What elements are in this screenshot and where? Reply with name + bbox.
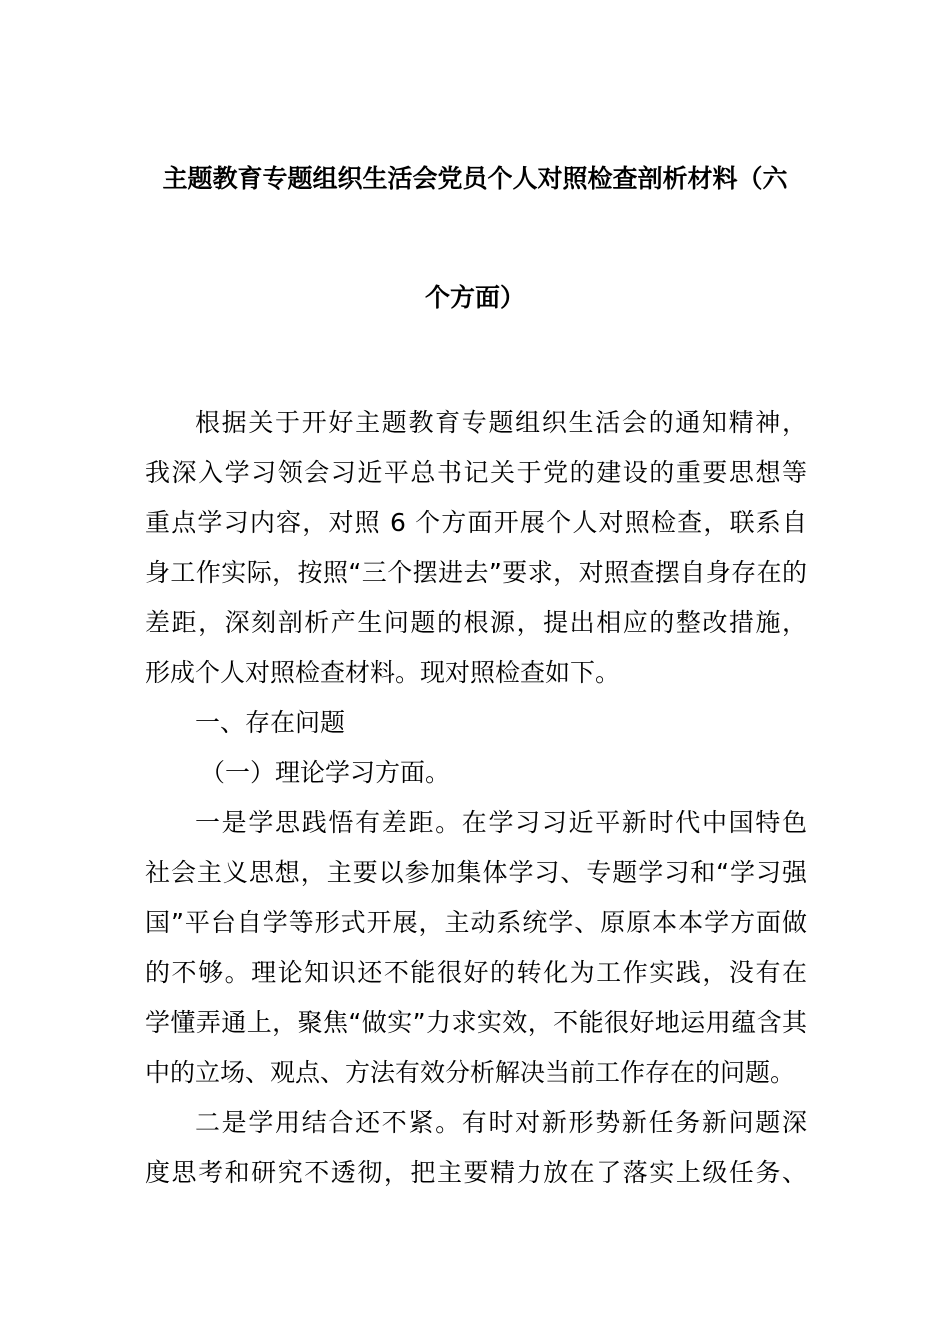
paragraph-intro-line-3: 重点学习内容，对照 6 个方面开展个人对照检查，联系自	[145, 508, 807, 537]
paragraph-point1-line-1: 一是学思践悟有差距。在学习习近平新时代中国特色	[195, 808, 807, 837]
document-body	[145, 403, 807, 1203]
paragraph-point1-line-3: 国”平台自学等形式开展，主动系统学、原原本本学方面做	[145, 908, 807, 937]
document-title-line-1: 主题教育专题组织生活会党员个人对照检查剖析材料（六	[162, 164, 788, 193]
paragraph-point1-line-4: 的不够。理论知识还不能很好的转化为工作实践，没有在	[145, 958, 807, 987]
paragraph-intro-line-2: 我深入学习领会习近平总书记关于党的建设的重要思想等	[145, 458, 807, 487]
paragraph-intro-line-4: 身工作实际，按照“三个摆进去”要求，对照查摆自身存在的	[145, 558, 807, 587]
section-heading-problems: 一、存在问题	[195, 708, 346, 737]
paragraph-intro-line-5: 差距，深刻剖析产生问题的根源，提出相应的整改措施，	[145, 608, 807, 637]
paragraph-point2-line-1: 二是学用结合还不紧。有时对新形势新任务新问题深	[195, 1108, 807, 1137]
document-title-line-2: 个方面）	[424, 283, 525, 312]
paragraph-intro-line-1: 根据关于开好主题教育专题组织生活会的通知精神，	[195, 408, 807, 437]
paragraph-point1-line-5: 学懂弄通上，聚焦“做实”力求实效，不能很好地运用蕴含其	[145, 1008, 807, 1037]
paragraph-point1-line-2: 社会主义思想，主要以参加集体学习、专题学习和“学习强	[145, 858, 807, 887]
paragraph-point1-line-6: 中的立场、观点、方法有效分析解决当前工作存在的问题。	[145, 1058, 796, 1087]
subsection-heading-theory: （一）理论学习方面。	[200, 758, 451, 787]
paragraph-point2-line-2: 度思考和研究不透彻，把主要精力放在了落实上级任务、	[145, 1158, 807, 1187]
paragraph-intro-line-6: 形成个人对照检查材料。现对照检查如下。	[145, 658, 621, 687]
